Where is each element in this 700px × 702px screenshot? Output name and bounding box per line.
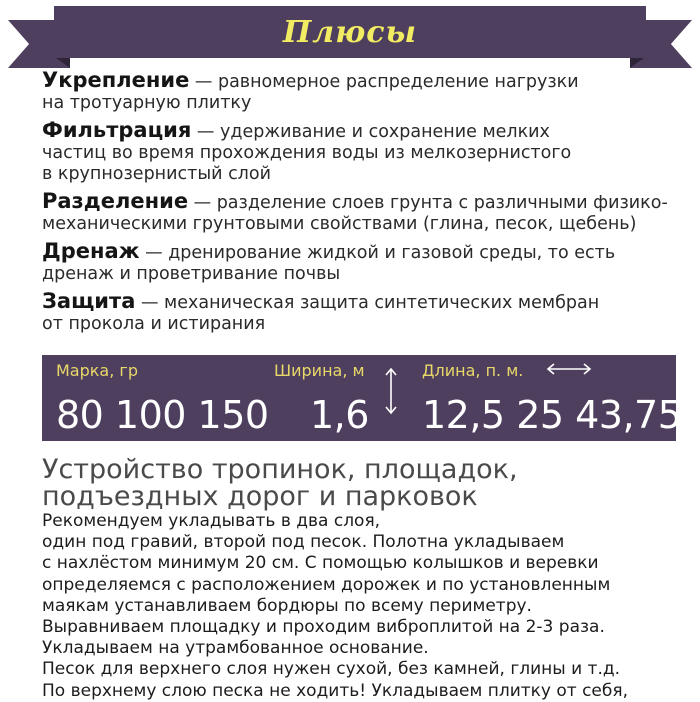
specs-bar <box>42 355 682 441</box>
benefit-text: — удерживание и сохранение мелких <box>196 122 550 142</box>
benefit-text: механическими грунтовыми свойствами (глина, песок, щебень) <box>42 214 637 234</box>
body-line: маякам устанавливаем бордюры по всему периметру. <box>42 595 532 616</box>
spec-width-label: Ширина, м <box>274 361 365 380</box>
section-body <box>42 511 692 702</box>
benefit-text: — дренирование жидкой и газовой среды, то есть <box>145 243 616 263</box>
benefit-term: Защита <box>42 289 136 313</box>
body-line: Рекомендуем укладывать в два слоя, <box>42 511 381 531</box>
spec-length-values: 12,5 25 43,75 <box>422 393 682 437</box>
benefit-text: в крупнозернистый слой <box>42 164 271 184</box>
body-line: Песок для верхнего слоя нужен сухой, без камней, глины и т.д. <box>42 659 621 680</box>
body-line: Укладываем на утрамбованное основание. <box>42 638 429 659</box>
spec-brand-label: Марка, гр <box>56 361 138 380</box>
benefit-term: Фильтрация <box>42 118 192 142</box>
ribbon-band <box>54 6 646 58</box>
spec-length-label: Длина, п. м. <box>422 361 524 380</box>
benefits-list <box>42 70 682 341</box>
section-title-line: Устройство тропинок, площадок, <box>42 454 518 485</box>
benefit-item <box>42 291 682 335</box>
body-line: один под гравий, второй под песок. Полотна укладываем <box>42 532 565 553</box>
benefit-term: Дренаж <box>42 239 140 263</box>
body-line: с нахлёстом минимум 20 см. С помощью колышков и веревки <box>42 553 599 574</box>
benefit-item <box>42 120 682 185</box>
body-line: По верхнему слою песка не ходить! Укладываем плитку от себя, <box>42 680 629 701</box>
benefit-text: — механическая защита синтетических мембран <box>140 293 600 313</box>
body-line: Выравниваем площадку и проходим виброплитой на 2-3 раза. <box>42 617 605 638</box>
benefit-item <box>42 70 682 114</box>
body-line: определяемся с расположением дорожек и по установленным <box>42 574 611 595</box>
benefit-text: частиц во время прохождения воды из мелкозернистого <box>42 143 572 163</box>
spec-brand-values: 80 100 150 <box>56 393 269 437</box>
benefit-item <box>42 241 682 285</box>
benefit-term: Разделение <box>42 189 189 213</box>
section-title <box>42 456 682 510</box>
header-ribbon <box>0 6 700 72</box>
benefit-text: — равномерное распределение нагрузки <box>194 72 579 92</box>
benefit-text: на тротуарную плитку <box>42 93 252 113</box>
benefit-text: от прокола и истирания <box>42 314 266 334</box>
spec-width-value: 1,6 <box>310 393 369 437</box>
benefit-item <box>42 191 682 235</box>
benefit-text: — разделение слоев грунта с различными физико- <box>193 193 668 213</box>
benefit-text: дренаж и проветривание почвы <box>42 264 341 284</box>
vertical-double-arrow-icon <box>384 367 398 415</box>
horizontal-double-arrow-icon <box>546 362 592 376</box>
benefit-term: Укрепление <box>42 68 190 92</box>
section-title-line: подъездных дорог и парковок <box>42 481 478 512</box>
banner-title: Плюсы <box>282 14 418 50</box>
